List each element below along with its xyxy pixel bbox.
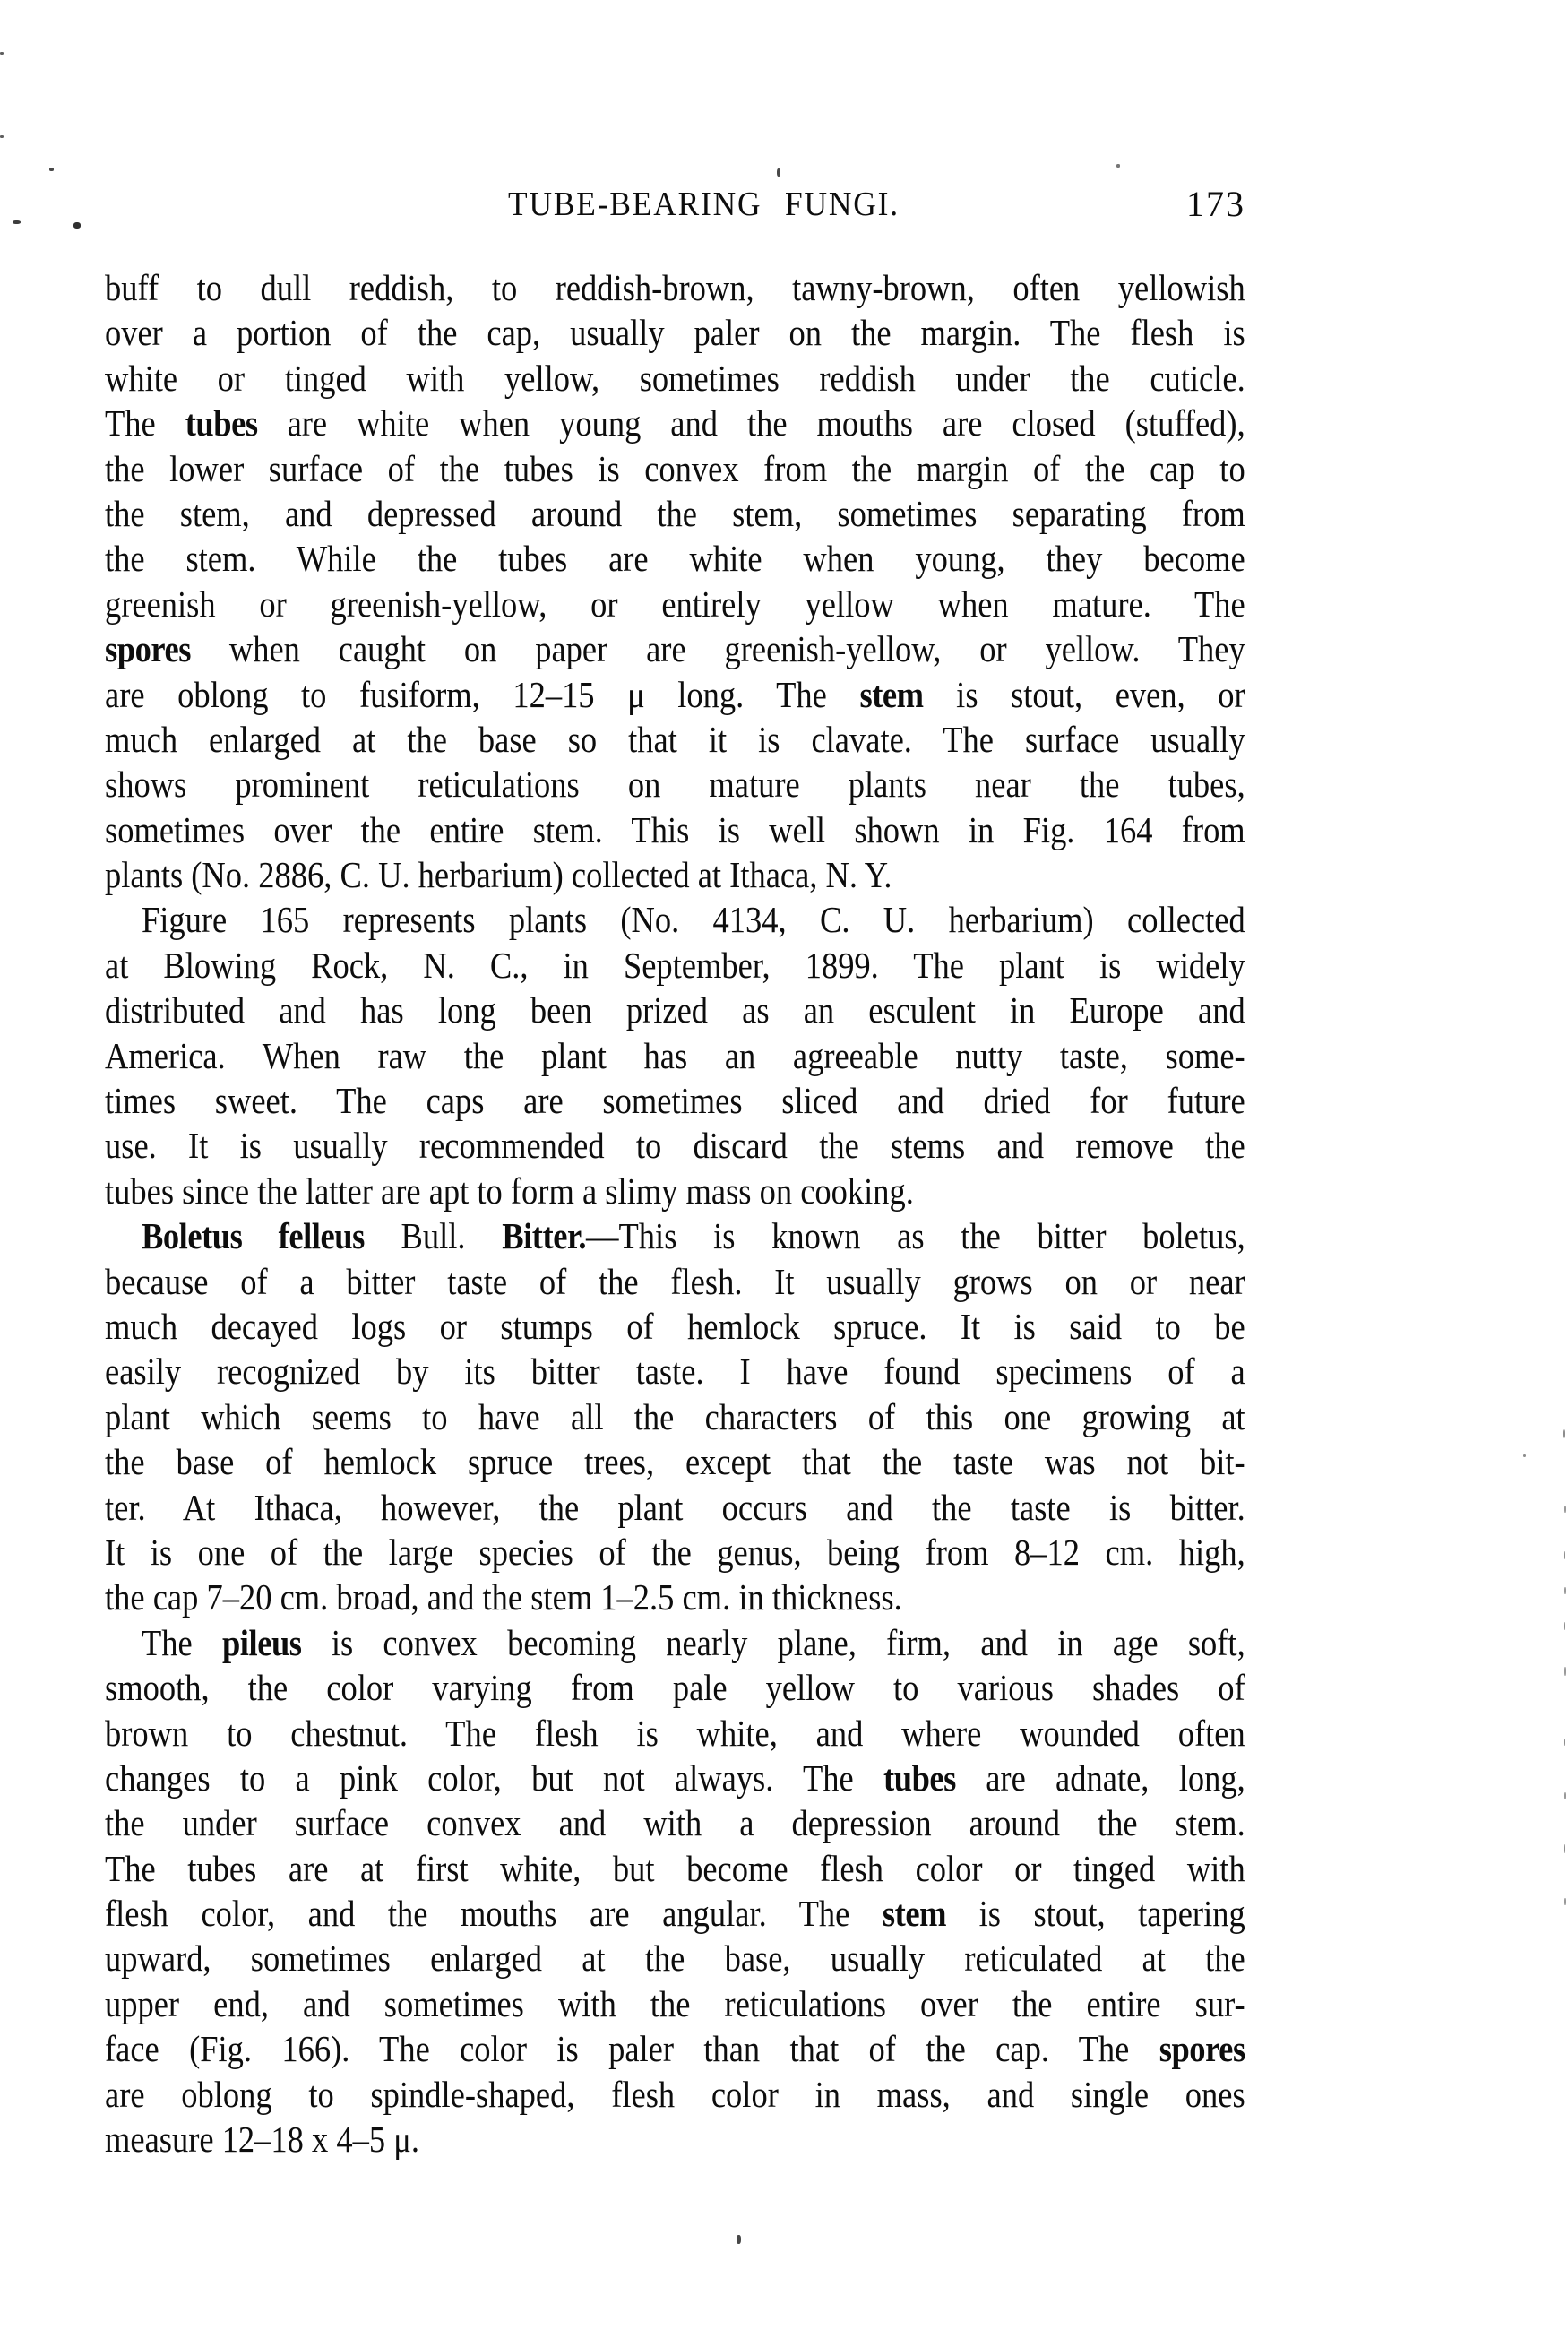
- scan-speck: [1564, 1587, 1566, 1594]
- text-line: sometimes over the entire stem. This is well shown in Fig. 164 from: [105, 808, 1245, 850]
- text-line: the under surface convex and with a depression around the stem.: [105, 1802, 1245, 1844]
- text-line: changes to a pink color, but not always. The tubes are adnate, long,: [105, 1756, 1245, 1799]
- text-line: are oblong to spindle-shaped, flesh color in mass, and single ones: [105, 2073, 1245, 2115]
- scan-speck: [1564, 1622, 1565, 1630]
- text-line: America. When raw the plant has an agreeable nutty taste, some-: [105, 1034, 1245, 1076]
- text-line: The tubes are white when young and the mouths are closed (stuffed),: [105, 402, 1245, 444]
- text-line: ter. At Ithaca, however, the plant occurs and the taste is bitter.: [105, 1486, 1245, 1528]
- scan-speck: [1523, 1454, 1526, 1457]
- page-body: [105, 265, 1245, 2162]
- text-line: shows prominent reticulations on mature plants near the tubes,: [105, 764, 1245, 806]
- page-title: TUBE-BEARING FUNGI.: [508, 186, 900, 223]
- text-line: much enlarged at the base so that it is clavate. The surface usually: [105, 718, 1245, 760]
- scan-speck: [1116, 164, 1120, 168]
- text-line: Boletus felleus Bull. Bitter.—This is known as the bitter boletus,: [141, 1215, 1245, 1257]
- text-line: The pileus is convex becoming nearly plane, firm, and in age soft,: [141, 1621, 1245, 1663]
- text-line: flesh color, and the mouths are angular. The stem is stout, tapering: [105, 1893, 1245, 1935]
- text-line: buff to dull reddish, to reddish-brown, tawny-brown, often yellowish: [105, 267, 1245, 308]
- scan-speck: [1564, 1667, 1566, 1676]
- scan-speck: [13, 220, 21, 224]
- text-line: the stem, and depressed around the stem, sometimes separating from: [105, 492, 1245, 534]
- scan-speck: [1564, 1844, 1565, 1853]
- text-line: times sweet. The caps are sometimes sliced and dried for future: [105, 1080, 1245, 1122]
- text-line: measure 12–18 x 4–5 μ.: [105, 2119, 419, 2161]
- scan-speck: [1564, 1739, 1565, 1746]
- text-line: greenish or greenish-yellow, or entirely yellow when mature. The: [105, 582, 1245, 625]
- scan-speck: [0, 135, 4, 138]
- text-line: much decayed logs or stumps of hemlock spruce. It is said to be: [105, 1305, 1245, 1347]
- scan-speck: [1564, 1792, 1566, 1799]
- text-line: white or tinged with yellow, sometimes reddish under the cuticle.: [105, 357, 1245, 399]
- scan-speck: [49, 168, 54, 171]
- scan-speck: [1563, 1429, 1565, 1438]
- text-line: upper end, and sometimes with the reticulations over the entire sur-: [105, 1982, 1245, 2024]
- running-head: [105, 185, 1245, 238]
- text-line: It is one of the large species of the genus, being from 8–12 cm. high,: [105, 1531, 1245, 1573]
- text-line: are oblong to fusiform, 12–15 μ long. The stem is stout, even, or: [105, 673, 1245, 715]
- text-line: the cap 7–20 cm. broad, and the stem 1–2.5 cm. in thickness.: [105, 1576, 902, 1618]
- text-line: use. It is usually recommended to discard the stems and remove the: [105, 1125, 1245, 1167]
- text-line: at Blowing Rock, N. C., in September, 1899. The plant is widely: [105, 944, 1245, 986]
- scan-speck: [1564, 1898, 1566, 1905]
- text-line: spores when caught on paper are greenish-yellow, or yellow. They: [105, 628, 1245, 670]
- text-line: the stem. While the tubes are white when young, they become: [105, 538, 1245, 580]
- scan-speck: [777, 168, 780, 177]
- text-line: distributed and has long been prized as an esculent in Europe and: [105, 989, 1245, 1031]
- scan-speck: [1564, 1506, 1566, 1513]
- scan-speck: [0, 52, 4, 55]
- text-line: because of a bitter taste of the flesh. It usually grows on or near: [105, 1260, 1245, 1302]
- text-line: easily recognized by its bitter taste. I have found specimens of a: [105, 1351, 1245, 1393]
- text-line: the lower surface of the tubes is convex from the margin of the cap to: [105, 447, 1245, 489]
- text-line: Figure 165 represents plants (No. 4134, C. U. herbarium) collected: [141, 899, 1245, 941]
- scan-speck: [737, 2235, 741, 2244]
- page-number: 173: [1186, 184, 1245, 224]
- text-line: upward, sometimes enlarged at the base, usually reticulated at the: [105, 1937, 1245, 1980]
- text-line: face (Fig. 166). The color is paler than that of the cap. The spores: [105, 2028, 1245, 2070]
- text-line: smooth, the color varying from pale yellow to various shades of: [105, 1667, 1245, 1709]
- text-line: brown to chestnut. The flesh is white, and where wounded often: [105, 1712, 1245, 1754]
- text-line: plants (No. 2886, C. U. herbarium) collected at Ithaca, N. Y.: [105, 854, 892, 896]
- text-line: the base of hemlock spruce trees, except that the taste was not bit-: [105, 1441, 1245, 1483]
- scan-speck: [73, 222, 81, 229]
- text-line: The tubes are at first white, but become flesh color or tinged with: [105, 1847, 1245, 1889]
- text-line: tubes since the latter are apt to form a slimy mass on cooking.: [105, 1169, 914, 1212]
- text-line: over a portion of the cap, usually paler on the margin. The flesh is: [105, 312, 1245, 354]
- scan-speck: [1564, 1551, 1565, 1559]
- text-line: plant which seems to have all the characters of this one growing at: [105, 1395, 1245, 1437]
